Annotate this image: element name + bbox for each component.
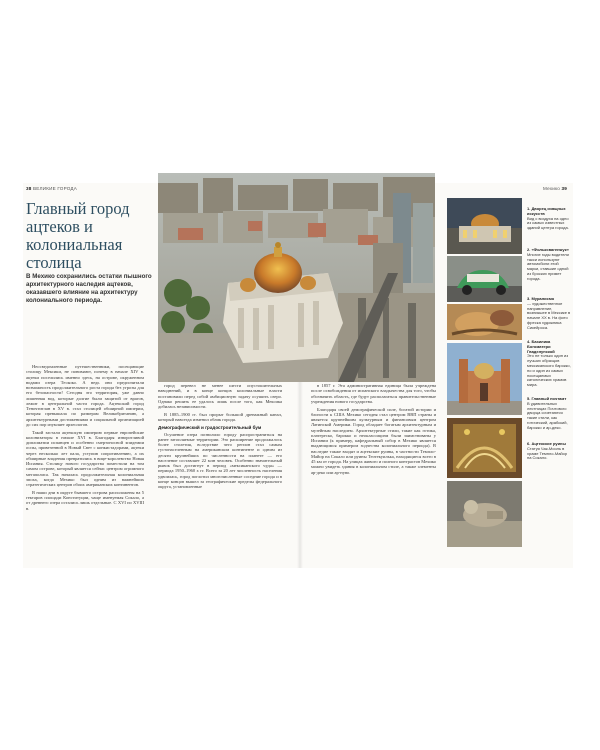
article-title: Главный город ацтеков и колониальная столица — [26, 199, 130, 272]
col3-paragraph-1: в 1857 г. Эта административная единица была учреждена после освобождения от испанского владычества для того, чтобы обозначить область, где будут располагаться правительственные учреждения нового государства. — [311, 383, 436, 404]
caption-5-text: В удивительных лестницах Почтового дворца сочетаются такие стили, как готический, арабский, барокко и ар-деко. — [527, 400, 568, 430]
caption-2 — [527, 248, 571, 282]
caption-6-title: 6. Ацтекские руины — [527, 441, 566, 446]
right-running-head — [543, 186, 567, 191]
caption-5-title: 5. Главный почтамт — [527, 396, 567, 401]
col1-paragraph-2: Такой застали ацтекскую империю первые европейские колонизаторы в начале XVI в. Благодаря изворотливой дипломатии испанцев и особенно смертоносной эпидемии оспы, привезенной в Новый Свет с конкистадорами, ацтеки через несколько лет пала, уступив сопротивлению, а их обширные владения превратились в вице-королевство Новая Испания. Столицу нового государства поместили на том самом острове, который является сейчас центром огромного мегаполиса. Так началась продолжительная колониальная эпоха, когда Мехико был одним из важнейших стратегических центров обоих американских континентов. — [26, 429, 144, 487]
caption-5 — [527, 397, 571, 431]
caption-1-text: Вид с воздуха на одно из самых известных зданий центра города. — [527, 215, 569, 231]
left-section-label: ВЕЛИКИЕ ГОРОДА — [33, 186, 77, 191]
col2-subheading: Демографический и градостроительный бум — [158, 425, 262, 431]
text-column-2 — [158, 383, 282, 553]
caption-3 — [527, 297, 571, 331]
col1-paragraph-3: В наши дни в округе бывшего острова расположены на 5 гектаров площади Конституции, чаще именуемая Сокало, а от древнего озера остались лишь отдельные. С XVI по XVIII в. — [26, 489, 144, 511]
caption-4 — [527, 340, 571, 388]
thumbnail-basilica-guadalupe — [447, 343, 522, 415]
article-lede: В Мехико сохранились остатки пышного архитектурного наследия ацтеков, оказавшего влияние на архитектуру колониального периода. — [26, 273, 152, 304]
caption-1-title: 1. Дворец изящных искусств — [527, 206, 566, 216]
text-column-3 — [311, 383, 436, 553]
col2-paragraph-1: город перевел не менее шести опустошительных наводнений, и в конце концов колониальные власти постановили перед собой амбициозную задачу осушить озеро. Однако решить ее удалось лишь после того, как Мексика добилась независимости. — [158, 383, 282, 409]
caption-6 — [527, 442, 571, 461]
caption-4-title: 4. Базилика Богоматери Гваделупской — [527, 339, 555, 354]
thumbnail-aztec-ruins — [447, 481, 522, 547]
caption-2-text: Многие годы водители такси используют автомобили этой марки, ставшие одной из броских примет города. — [527, 251, 569, 281]
caption-3-title: 3. Муралисмо — [527, 296, 555, 301]
col2-paragraph-3: Осушение озера позволило городу распространиться на ранее затопляемые территории. Это расширение продолжалось более столетия, вследствие чего регион стал самым густонаселенным на американском континенте и одним из десяти крупнейших по численности на планете — его население составляет 22 млн человек. Особенно значительный рывок был достигнут в период «мексиканского чуда» — периода 1950–1960 х гг. Всего за 20 лет численность населения удвоилась, город поглотил многочисленные соседние города и в конце концов вышел за географические пределы федерального округа, установленные — [158, 431, 282, 489]
text-column-1 — [26, 364, 144, 556]
caption-1 — [527, 207, 571, 231]
right-section-label: Мехико — [543, 186, 561, 191]
col3-paragraph-2: Благодаря своей демографической силе, богатой истории и близости к США Мехико сегодня стал центром ВВП страны и является крупнейшим культурным и финансовым центром Латинской Америки. Город обладает богатым архитектурным и музейным наследием. Архитектурные стили, такие как готика, платереско, барокко и неоклассицизм были заимствованы у Испании (к примеру, кафедральный собор в Мехико является выдающимся примером зодчества колониального периода). В наследие также входят и ацтекские руины, в частности Темпло-Майор на Сокало или руины Теотекуилька, находящиеся всего в 45 км от города. На улицах живого и полного контрастов Мехико можно увидеть здания в колониальном стиле, а также элементы ар-деко или ар-нуво. — [311, 406, 436, 475]
thumbnail-post-office-stairs — [447, 418, 522, 478]
right-page-number: 39 — [561, 186, 568, 191]
left-page-number: 38 — [26, 186, 32, 191]
thumbnail-mural — [447, 304, 522, 340]
caption-4-text: Это не только один из лучших образцов мексиканского барокко, но и один из самых посещаемых католических храмов мира. — [527, 353, 571, 388]
left-running-head — [26, 186, 77, 191]
col1-paragraph-1: Неосведомленные путешественники, посещающие столицу Мексики, не понимают, почему в начале XIV в. ацтеки поселились именно здесь, на острове, окруженном водами озера Тескоко. А ведь они предпочитали возможность продолжительного роста города без угрозы для его безопасности! Сегодня это территория, уже давно лишенная вод, которые долгие были защитой от врагов, лежит в центральной части города. Ацтекский город Теночтитлан в XV в. стал столицей обширной империи, которая превышала по размерам Великобританию, а архитектурными достижениями и социальной организацией до сих пор изумляет археологов. — [26, 364, 144, 427]
main-photo-palacio-bellas-artes — [158, 173, 435, 382]
col2-paragraph-2: В 1885–1900 гг. был прорыт большой дренажный канал, который навсегда изменил облик города. — [158, 411, 282, 422]
thumbnail-vw-beetle-taxi — [447, 256, 522, 302]
caption-2-title: 2. «Фольксвагенжук» — [527, 247, 569, 252]
thumbnail-palace-night — [447, 198, 522, 254]
caption-6-text: Статуя Чак-Мооль в храме Темпло-Майор на Сокало. — [527, 445, 568, 461]
caption-3-text: — художественное направление, возникшее в Мексике в начале XX в. На фото фреска художника Сикейроса. — [527, 300, 571, 330]
